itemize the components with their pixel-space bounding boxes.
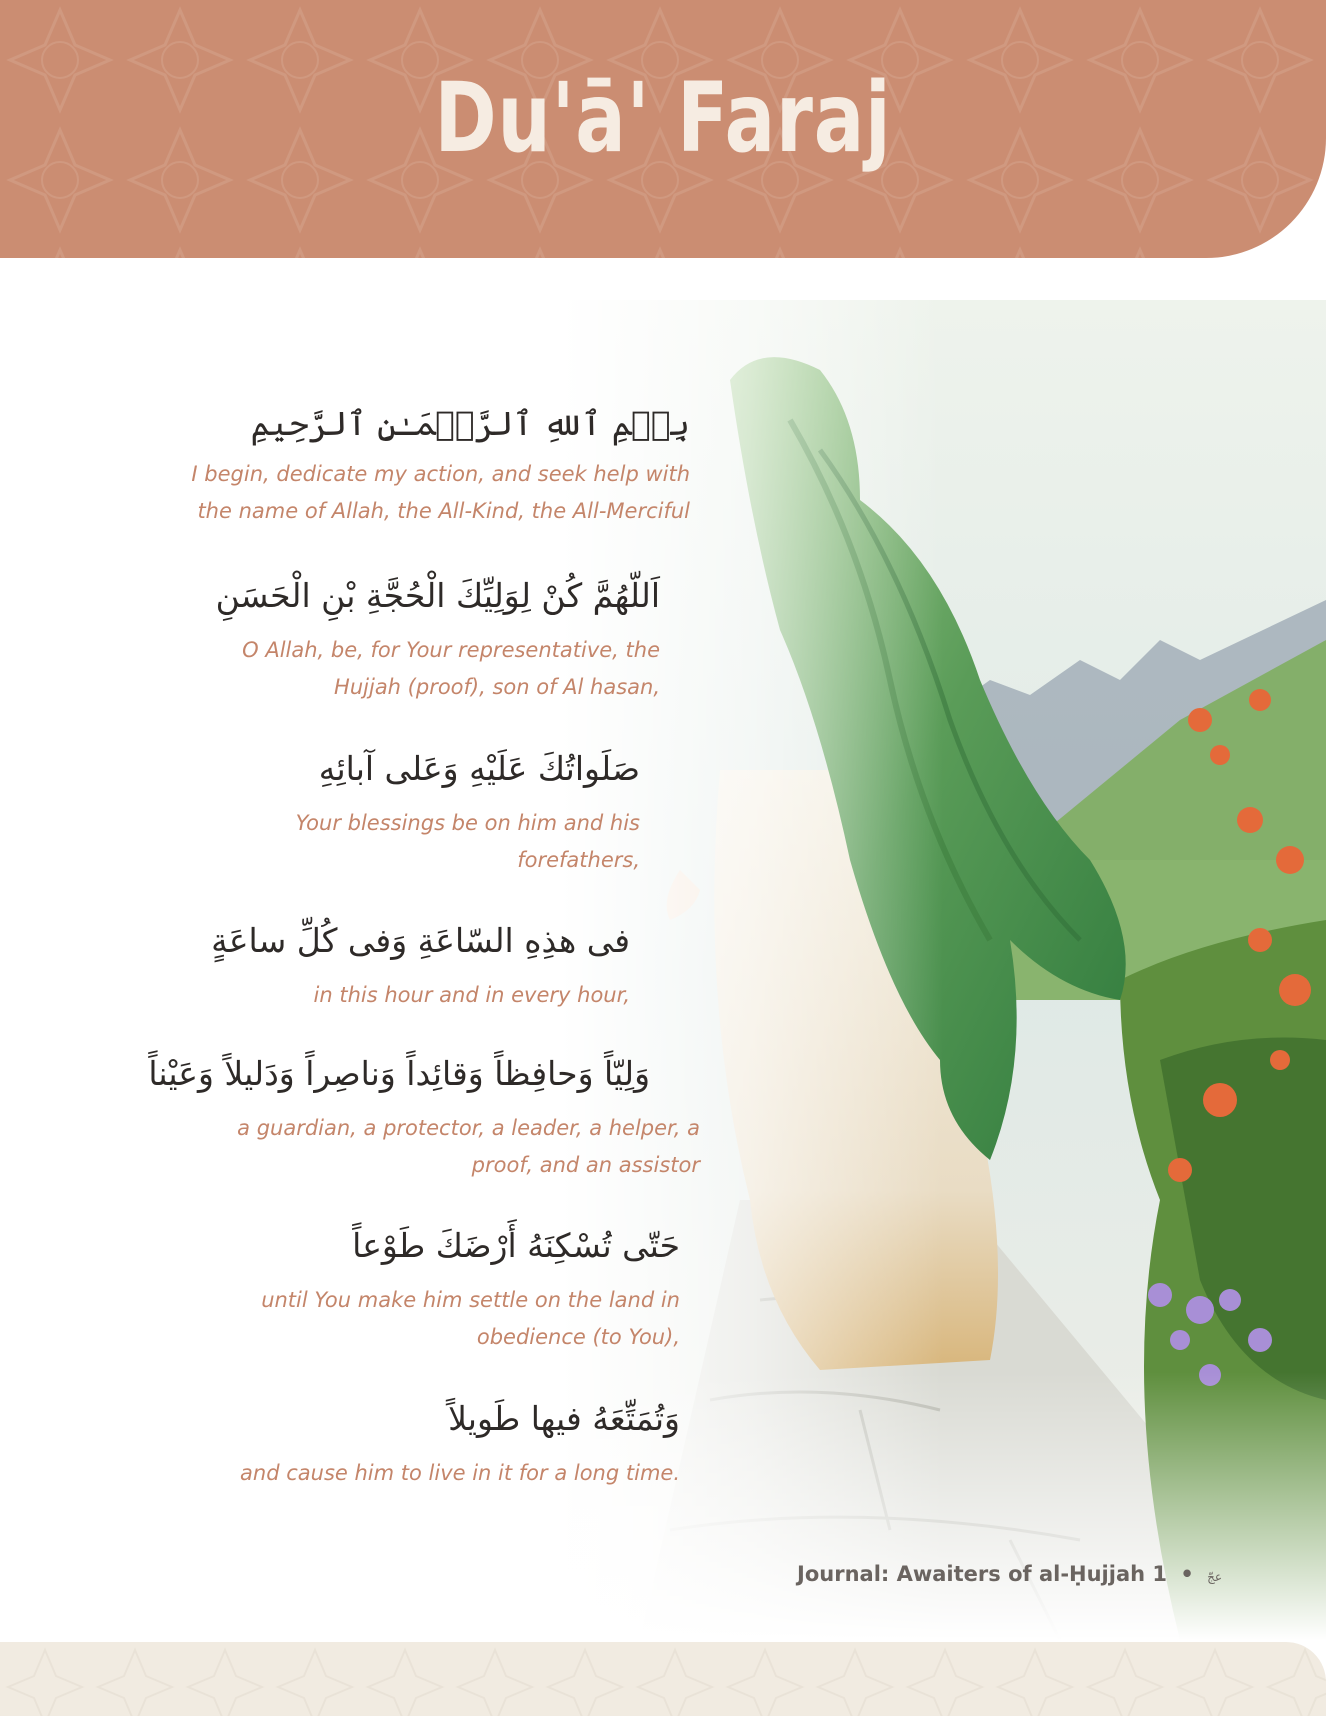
page-footer	[797, 1562, 1222, 1586]
separator-dot: •	[1180, 1562, 1194, 1586]
translation-line: proof, and an assistor	[471, 1153, 700, 1177]
verse-4	[211, 917, 630, 1014]
translation-line: Your blessings be on him and his	[295, 811, 640, 835]
verse-2	[216, 572, 660, 706]
translation-line: Hujjah (proof), son of Al hasan,	[334, 675, 660, 699]
honorific-glyph: عجّ	[1207, 1570, 1222, 1584]
verse-6	[261, 1222, 680, 1356]
english-translation	[216, 632, 660, 706]
translation-line: obedience (to You),	[476, 1325, 680, 1349]
arabic-line: اَللّهُمَّ كُنْ لِوَلِيِّكَ الْحُجَّةِ بْنِ الْحَسَنِ	[215, 576, 660, 615]
translation-line: I begin, dedicate my action, and seek help with	[191, 462, 690, 486]
translation-line: O Allah, be, for Your representative, the	[242, 638, 660, 662]
footer-geometric-pattern	[0, 1642, 1326, 1716]
verse-1	[191, 400, 690, 530]
english-translation	[191, 456, 690, 530]
english-translation	[261, 1282, 680, 1356]
page-number: 1	[1152, 1562, 1168, 1586]
header-band	[0, 0, 1326, 258]
arabic-line: فى هذِهِ السّاعَةِ وَفى كُلِّ ساعَةٍ	[211, 921, 630, 960]
translation-line: in this hour and in every hour,	[313, 983, 630, 1007]
verse-7	[240, 1395, 680, 1492]
arabic-line: وَتُمَتِّعَهُ فيها طَويلاً	[448, 1399, 680, 1438]
translation-line: a guardian, a protector, a leader, a helper, a	[237, 1116, 700, 1140]
translation-line: the name of Allah, the All-Kind, the All-Merciful	[197, 499, 690, 523]
arabic-line: حَتّى تُسْكِنَهُ أَرْضَكَ طَوْعاً	[352, 1226, 680, 1265]
verse-3	[296, 745, 640, 879]
footer-band	[0, 1642, 1326, 1716]
journal-title: Journal: Awaiters of al-Ḥujjah	[797, 1562, 1146, 1586]
translation-line: forefathers,	[517, 848, 640, 872]
verse-5	[148, 1050, 700, 1184]
english-translation	[148, 1110, 700, 1184]
arabic-line: بِسۡمِ ٱللهِ ٱلرَّحۡمَـٰنِ ٱلرَّحِيمِ	[250, 404, 690, 443]
english-translation	[296, 805, 640, 879]
english-translation	[240, 1455, 680, 1492]
arabic-line: وَلِيّاً وَحافِظاً وَقائِداً وَناصِراً وَدَليلاً وَعَيْناً	[148, 1054, 650, 1093]
arabic-line: صَلَواتُكَ عَلَيْهِ وَعَلى آبائِهِ	[318, 749, 640, 788]
english-translation	[211, 977, 630, 1014]
page-title: Du'ā' Faraj	[434, 62, 892, 174]
translation-line: until You make him settle on the land in	[261, 1288, 680, 1312]
translation-line: and cause him to live in it for a long time.	[240, 1461, 680, 1485]
